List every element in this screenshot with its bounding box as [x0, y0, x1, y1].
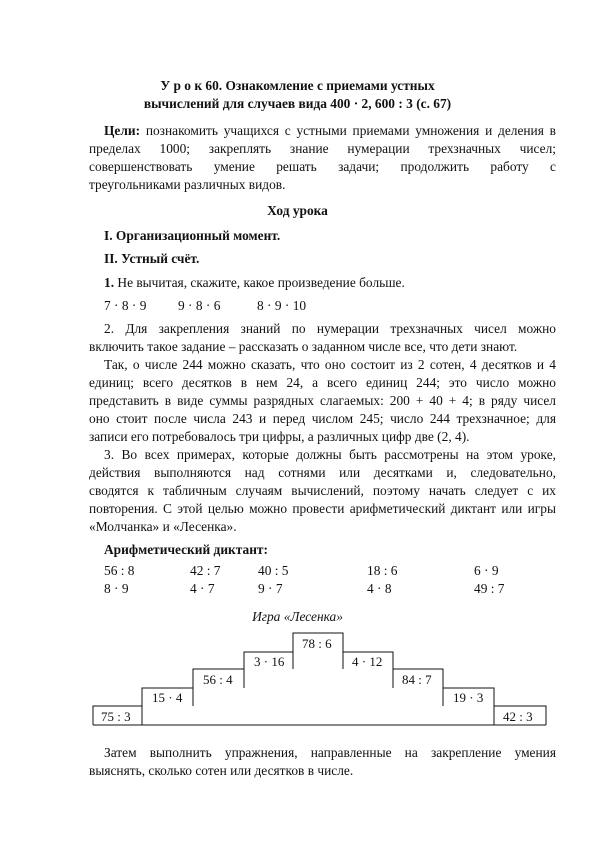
- closing-line-1: Затем выполнить упражнения, направленные на закрепление умения: [104, 745, 556, 760]
- dictation-item: 4 · 7: [190, 581, 215, 596]
- task-1-expression: 7 · 8 · 9: [104, 298, 147, 313]
- task-3-line-5: «Молчанка» и «Лесенка».: [89, 519, 237, 534]
- task-3-line-2: действия выполняются над сотнями или десятками и, следовательно,: [89, 465, 556, 480]
- task-2-para-line-2: единиц; всего десятков в нем 24, а всего единиц 244; это число можно: [89, 375, 556, 390]
- task-3-line-4: повторения. С этой целью можно провести арифметический диктант или игры: [89, 501, 556, 516]
- task-1-expression: 8 · 9 · 10: [257, 298, 307, 313]
- goals-line-2: пределах 1000; закреплять знание нумерации трехзначных чисел;: [89, 141, 556, 156]
- ladder-step: 3 · 16: [254, 654, 285, 669]
- ladder-title: Игра «Лесенка»: [252, 609, 343, 624]
- goals-text-1: познакомить учащихся с устными приемами умножения и деления в: [140, 123, 556, 138]
- dictation-label: Арифметический диктант:: [104, 542, 268, 557]
- ladder-step: 78 : 6: [302, 636, 332, 651]
- dictation-item: 42 : 7: [190, 563, 221, 578]
- dictation-item: 18 : 6: [367, 563, 398, 578]
- task-1-text: Не вычитая, скажите, какое произведение больше.: [114, 275, 405, 290]
- task-3-line-3: сводятся к табличным случаям вычислений, поэтому начать следует с их: [89, 483, 556, 498]
- section-oral-count: II. Устный счёт.: [104, 251, 200, 266]
- ladder-step: 42 : 3: [503, 709, 533, 724]
- ladder-step: 84 : 7: [402, 672, 432, 687]
- lesson-title-line-1: У р о к 60. Ознакомление с приемами устных: [160, 78, 435, 93]
- goals-label: Цели:: [104, 123, 141, 138]
- section-organizational: I. Организационный момент.: [104, 228, 281, 243]
- ladder-step: 4 · 12: [352, 654, 383, 669]
- task-2-para-line-4: оно стоит после числа 243 и перед числом 245; число 244 трехзначное; для: [89, 411, 556, 426]
- task-2-para-line-5: записи его потребовалось три цифры, а различных цифр две (2, 4).: [89, 429, 470, 444]
- dictation-item: 49 : 7: [474, 581, 505, 596]
- ladder-step: 56 : 4: [203, 672, 233, 687]
- closing-line-2: выяснять, сколько сотен или десятков в числе.: [89, 763, 354, 778]
- dictation-item: 56 : 8: [104, 563, 135, 578]
- dictation-item: 4 · 8: [367, 581, 392, 596]
- dictation-item: 8 · 9: [104, 581, 129, 596]
- dictation-item: 40 : 5: [258, 563, 289, 578]
- goals-line-4: треугольниками различных видов.: [89, 177, 286, 192]
- task-1-expression: 9 · 8 · 6: [178, 298, 221, 313]
- dictation-item: 9 · 7: [258, 581, 283, 596]
- ladder-step: 75 : 3: [101, 709, 131, 724]
- course-heading: Ход урока: [267, 203, 328, 218]
- goals-line-3: совершенствовать умение решать задачи; продолжить работу с: [89, 159, 556, 174]
- lesson-title-line-2: вычислений для случаев вида 400 · 2, 600 : 3 (с. 67): [143, 96, 452, 111]
- task-2-line-2: включить такое задание – рассказать о заданном числе все, что дети знают.: [89, 339, 518, 354]
- ladder-step: 19 · 3: [453, 690, 484, 705]
- task-2-para-line-1: Так, о числе 244 можно сказать, что оно состоит из 2 сотен, 4 десятков и 4: [104, 357, 556, 372]
- task-3-line-1: 3. Во всех примерах, которые должны быть рассмотрены на этом уроке,: [104, 447, 556, 462]
- task-2-line-1: 2. Для закрепления знаний по нумерации трехзначных чисел можно: [104, 321, 556, 336]
- ladder-step: 15 · 4: [152, 690, 183, 705]
- task-2-para-line-3: представить в виде суммы разрядных слагаемых: 200 + 40 + 4; в ряду чисел: [89, 393, 556, 408]
- task-1-number: 1.: [104, 275, 115, 290]
- dictation-item: 6 · 9: [474, 563, 499, 578]
